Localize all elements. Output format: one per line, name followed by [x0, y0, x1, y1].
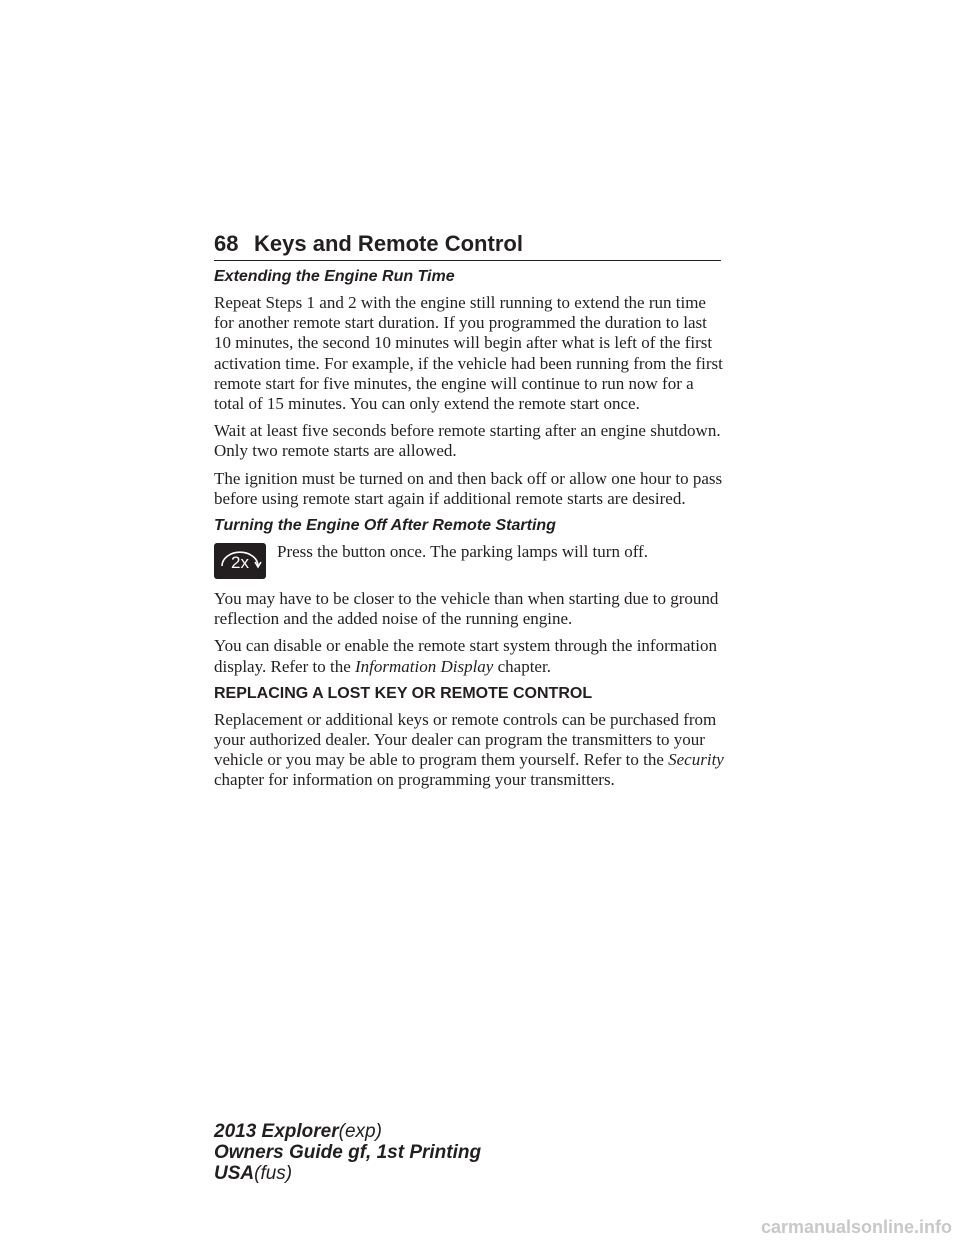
- watermark: carmanualsonline.info: [760, 1217, 952, 1237]
- paragraph-press-button-once: Press the button once. The parking lamps will turn off.: [277, 542, 648, 562]
- document-footer: [214, 1121, 481, 1184]
- paragraph-extend-steps: Repeat Steps 1 and 2 with the engine still running to extend the run time for another remote start duration. If you programmed the duration to last 10 minutes, the second 10 minutes will begin after what is left of the first activation time. For example, if the vehicle had been running from the first remote start for five minutes, the engine will continue to run now for a total of 15 minutes. You can only extend the remote start once.: [214, 293, 723, 414]
- paragraph-disable-remote-start: You can disable or enable the remote start system through the information display. Refer to the Information Display chapter.: [214, 636, 717, 676]
- paragraph-closer-to-vehicle: You may have to be closer to the vehicle than when starting due to ground reflection and the added noise of the running engine.: [214, 589, 719, 629]
- remote-button-instruction: [214, 542, 724, 582]
- footer-line-model: 2013 Explorer(exp): [214, 1121, 382, 1142]
- subheading-turning-engine-off: Turning the Engine Off After Remote Starting: [214, 517, 556, 535]
- heading-replacing-lost-key: REPLACING A LOST KEY OR REMOTE CONTROL: [214, 684, 593, 702]
- footer-line-guide: Owners Guide gf, 1st Printing: [214, 1142, 482, 1163]
- page-content: [214, 267, 724, 798]
- subheading-extending-run-time: Extending the Engine Run Time: [214, 268, 455, 285]
- footer-line-region: USA(fus): [214, 1163, 293, 1184]
- page-number: 68: [214, 231, 239, 256]
- remote-start-2x-icon: [214, 543, 266, 579]
- ref-security: Security: [668, 750, 724, 770]
- paragraph-wait-five-seconds: Wait at least five seconds before remote starting after an engine shutdown. Only two remote starts are allowed.: [214, 421, 721, 461]
- remote-icon-label: 2x: [231, 553, 249, 573]
- page-header: [214, 230, 721, 261]
- paragraph-replacement-keys: Replacement or additional keys or remote controls can be purchased from your authorized dealer. Your dealer can program the transmitters to your vehicle or you may be able to program them yourself. Refer to the Security chapter for information on programming your transmitters.: [214, 709, 724, 790]
- ref-information-display: Information Display: [355, 656, 494, 676]
- paragraph-ignition-cycle: The ignition must be turned on and then back off or allow one hour to pass before using remote start again if additional remote starts are desired.: [214, 468, 723, 508]
- chapter-title: Keys and Remote Control: [254, 231, 523, 256]
